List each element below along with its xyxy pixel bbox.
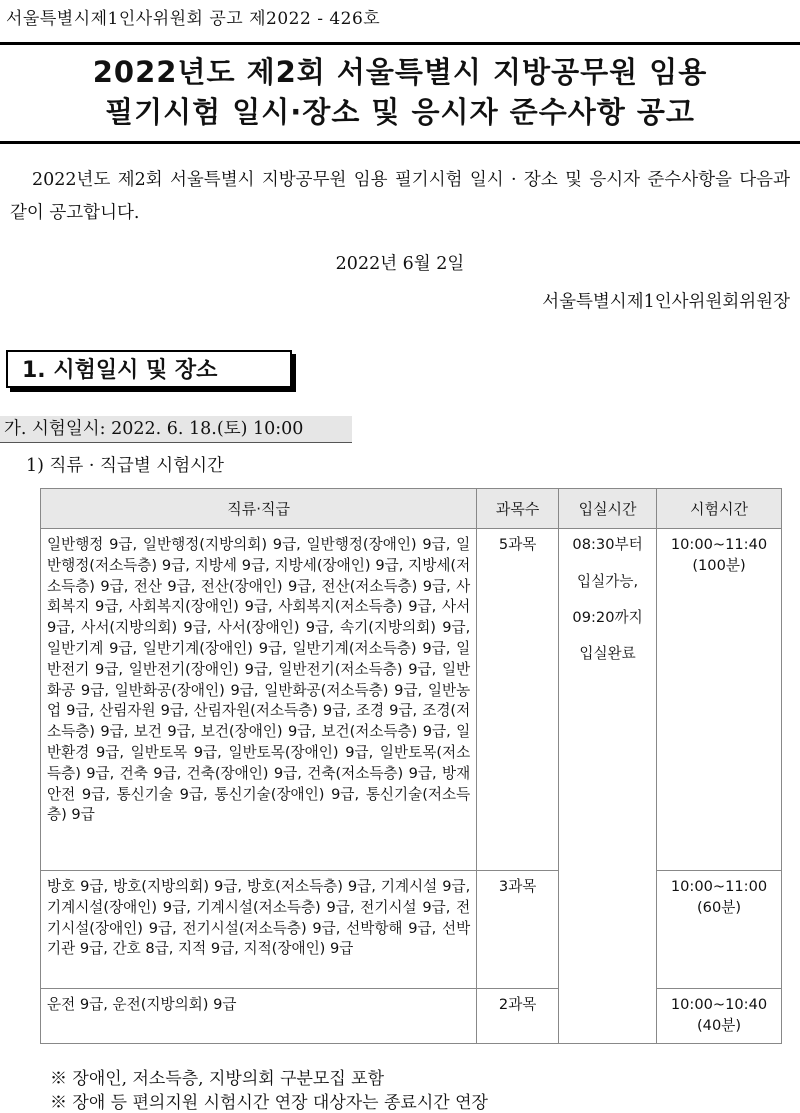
table-row (41, 529, 782, 871)
exam-schedule-subheading: 1) 직류 · 직급별 시험시간 (26, 456, 224, 476)
exam-time-range: 10:00∼10:40 (670, 996, 768, 1013)
entry-time-line: 입실가능, (577, 572, 639, 590)
header-entry-time: 입실시간 (559, 489, 657, 529)
notice-date: 2022년 6월 2일 (335, 254, 465, 274)
table-row (41, 871, 782, 989)
title-line-2: 필기시험 일시·장소 및 응시자 준수사항 공고 (105, 95, 695, 129)
row-categories: 방호 9급, 방호(지방의회) 9급, 방호(저소득층) 9급, 기계시설 9급, 기계시설(장애인) 9급, 기계시설(저소득층) 9급, 전기시설 9급, 전기시설(장애인) 9급, 전기시설(저소득층) 9급, 선박항해 9급, 선박기관 9급, 간호 8급, 지적 9급, 지적(장애인) 9급 (41, 871, 477, 989)
entry-time-line: 08:30부터 (572, 536, 643, 553)
title-bottom-rule (0, 141, 800, 144)
row-subjects: 5과목 (477, 529, 559, 871)
exam-time-range: 10:00∼11:00 (670, 878, 768, 895)
footnote: ※ 장애 등 편의지원 시험시간 연장 대상자는 종료시간 연장 (50, 1093, 488, 1113)
row-exam-time (657, 529, 782, 871)
exam-schedule-table (40, 488, 782, 1044)
row-subjects: 2과목 (477, 989, 559, 1044)
table-row (41, 989, 782, 1044)
row-exam-time (657, 871, 782, 989)
section-1-heading: 1. 시험일시 및 장소 (6, 350, 292, 388)
row-categories: 운전 9급, 운전(지방의회) 9급 (41, 989, 477, 1044)
title-line-1: 2022년도 제2회 서울특별시 지방공무원 임용 (92, 55, 708, 89)
header-subjects: 과목수 (477, 489, 559, 529)
title-top-rule (0, 42, 800, 45)
notice-reference: 서울특별시제1인사위원회 공고 제2022 - 426호 (6, 9, 381, 29)
row-subjects: 3과목 (477, 871, 559, 989)
exam-duration: (60분) (696, 898, 742, 916)
entry-time-cell (559, 529, 657, 1044)
row-categories: 일반행정 9급, 일반행정(지방의회) 9급, 일반행정(장애인) 9급, 일반행정(저소득층) 9급, 지방세 9급, 지방세(장애인) 9급, 지방세(저소득층) 9급, 전산 9급, 전산(장애인) 9급, 전산(저소득층) 9급, 사회복지 9급, 사회복지(장애인) 9급, 사회복지(저소득층) 9급, 사서 9급, 사서(지방의회) 9급, 사서(장애인) 9급, 속기(지방의회) 9급, 일반기계 9급, 일반기계(장애인) 9급, 일반기계(저소득층) 9급, 일반전기 9급, 일반전기(장애인) 9급, 일반전기(저소득층) 9급, 일반화공 9급, 일반화공(장애인) 9급, 일반화공(저소득층) 9급, 일반농업 9급, 산림자원 9급, 산림자원(저소득층) 9급, 조경 9급, 조경(저소득층) 9급, 보건 9급, 보건(장애인) 9급, 보건(저소득층) 9급, 일반환경 9급, 일반토목 9급, 일반토목(장애인) 9급, 일반토목(저소득층) 9급, 건축 9급, 건축(장애인) 9급, 건축(저소득층) 9급, 방재안전 9급, 통신기술 9급, 통신기술(장애인) 9급, 통신기술(저소득층) 9급 (41, 529, 477, 871)
exam-date-underline (0, 442, 352, 443)
exam-time-range: 10:00∼11:40 (670, 536, 768, 553)
table-header-row (41, 489, 782, 529)
exam-duration: (40분) (696, 1016, 742, 1034)
footnote: ※ 장애인, 저소득층, 지방의회 구분모집 포함 (50, 1069, 385, 1089)
page-title (0, 52, 800, 132)
intro-paragraph: 2022년도 제2회 서울특별시 지방공무원 임용 필기시험 일시 · 장소 및 응시자 준수사항을 다음과 같이 공고합니다. (10, 170, 790, 223)
exam-date-heading: 가. 시험일시: 2022. 6. 18.(토) 10:00 (0, 416, 352, 442)
entry-time-line: 09:20까지 (572, 608, 643, 626)
notice-signer: 서울특별시제1인사위원회위원장 (542, 292, 790, 312)
header-category: 직류·직급 (41, 489, 477, 529)
row-exam-time (657, 989, 782, 1044)
entry-time-line: 입실완료 (579, 644, 636, 662)
header-exam-time: 시험시간 (657, 489, 782, 529)
exam-duration: (100분) (692, 556, 746, 574)
